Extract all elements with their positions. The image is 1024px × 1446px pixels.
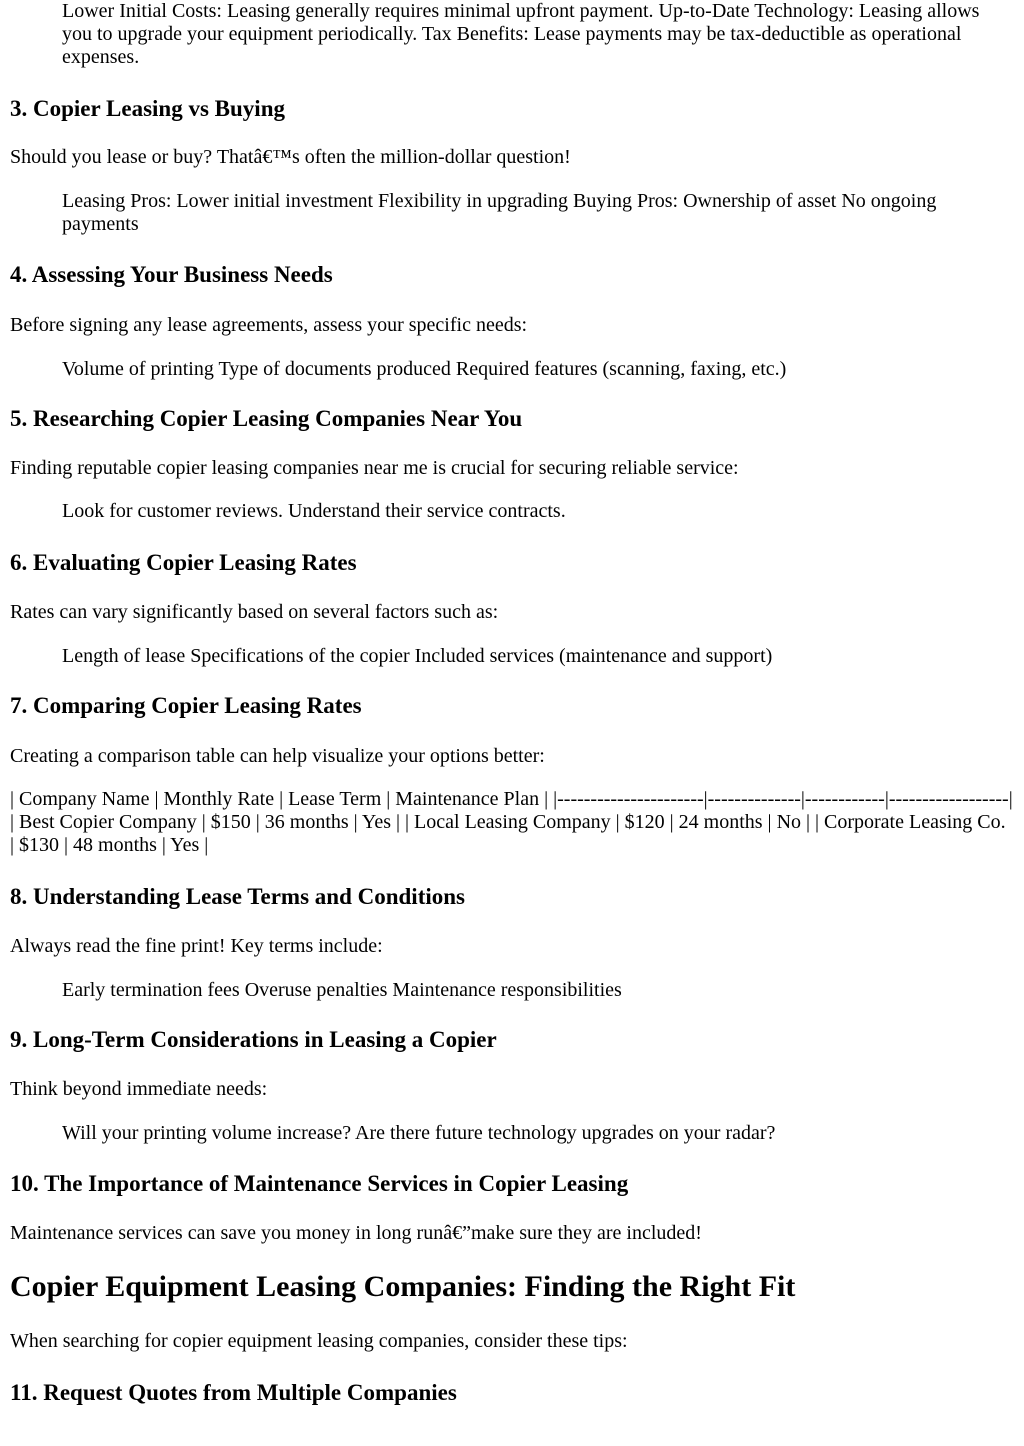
blockquote-research-tips: Look for customer reviews. Understand their service contracts. [62,500,566,522]
heading-leasing-vs-buying: 3. Copier Leasing vs Buying [10,96,285,121]
heading-comparing-rates: 7. Comparing Copier Leasing Rates [10,693,362,718]
heading-researching-companies: 5. Researching Copier Leasing Companies Near You [10,406,523,431]
paragraph-fine-print: Always read the fine print! Key terms include: [10,935,383,957]
blockquote-lease-benefits: Lower Initial Costs: Leasing generally requires minimal upfront payment. Up-to-Date Technology: Leasing allows you to upgrade your equipment periodically. Tax Benefits: Lease payments may be tax-deductible as operational expenses. [62,0,980,68]
blockquote-needs: Volume of printing Type of documents produced Required features (scanning, faxing, etc.) [62,358,787,380]
heading-evaluating-rates: 6. Evaluating Copier Leasing Rates [10,550,357,575]
blockquote-rate-factors: Length of lease Specifications of the copier Included services (maintenance and support) [62,645,773,667]
paragraph-beyond-needs: Think beyond immediate needs: [10,1078,268,1100]
paragraph-rate-factors: Rates can vary significantly based on several factors such as: [10,601,499,623]
heading-maintenance-importance: 10. The Importance of Maintenance Services in Copier Leasing [10,1171,629,1196]
paragraph-search-tips: When searching for copier equipment leasing companies, consider these tips: [10,1330,628,1352]
blockquote-key-terms: Early termination fees Overuse penalties Maintenance responsibilities [62,979,622,1001]
paragraph-maintenance-savings: Maintenance services can save you money in long runâ€”make sure they are included! [10,1222,702,1244]
comparison-table-raw-text: | Company Name | Monthly Rate | Lease Term | Maintenance Plan | |----------------------|--------------|------------|------------------| | Best Copier Company | $150 | 36 months | Yes | | Local Leasing Company | $120 | 24 months | No | | Corporate Leasing Co. | $130 | 48 months | Yes | [10,788,1013,856]
heading-long-term: 9. Long-Term Considerations in Leasing a Copier [10,1027,497,1052]
heading-request-quotes: 11. Request Quotes from Multiple Companies [10,1380,457,1405]
heading-finding-right-fit: Copier Equipment Leasing Companies: Finding the Right Fit [10,1270,796,1303]
blockquote-future-questions: Will your printing volume increase? Are there future technology upgrades on your radar? [62,1122,776,1144]
paragraph-comparison-table-intro: Creating a comparison table can help visualize your options better: [10,745,545,767]
heading-lease-terms: 8. Understanding Lease Terms and Conditions [10,884,465,909]
blockquote-pros: Leasing Pros: Lower initial investment Flexibility in upgrading Buying Pros: Ownership of asset No ongoing payments [62,190,937,235]
paragraph-assess-needs: Before signing any lease agreements, assess your specific needs: [10,314,528,336]
heading-business-needs: 4. Assessing Your Business Needs [10,262,333,287]
paragraph-lease-or-buy: Should you lease or buy? Thatâ€™s often the million-dollar question! [10,146,571,168]
paragraph-reputable-companies: Finding reputable copier leasing companies near me is crucial for securing reliable service: [10,457,739,479]
